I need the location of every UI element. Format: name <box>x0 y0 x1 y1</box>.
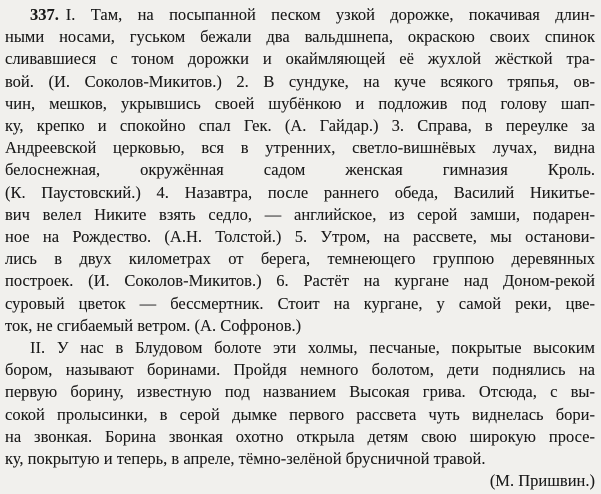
text-line: вой. (И. Соколов-Микитов.) 2. В сундуке, на куче всякого тряпья, ов- <box>5 71 595 91</box>
text-line: сливавшиеся с тоном дорожки и окаймляющей её жухлой жёсткой тра- <box>5 49 595 69</box>
exercise-part-1 <box>5 4 595 337</box>
text-line: вич велел Никите взять седло, — английское, из серой замши, подарен- <box>5 204 595 224</box>
text-line: чин, мешков, укрывшись своей шубёнкою и подложив под голову шап- <box>5 93 595 113</box>
exercise-number: 337. <box>30 5 59 24</box>
exercise-part-2 <box>5 337 595 492</box>
text-line: ное на Рождество. (А.Н. Толстой.) 5. Утром, на рассвете, мы останови- <box>5 227 595 247</box>
text-line: суровый цветок — бессмертник. Стоит на кургане, у самой реки, цве- <box>5 293 595 313</box>
text-line: (К. Паустовский.) 4. Назавтра, после раннего обеда, Василий Никитье- <box>5 182 595 202</box>
text-line: построек. (И. Соколов-Микитов.) 6. Растёт на кургане над Доном-рекой <box>5 271 595 291</box>
text-line: ными носами, гуськом бежали два вальдшнепа, окраскою своих спинок <box>5 27 595 47</box>
text-line: Андреевской церковью, вся в утренних, светло-вишнёвых лучах, видна <box>5 138 595 158</box>
text-line: ток, не сгибаемый ветром. (А. Софронов.) <box>5 315 302 335</box>
text-line: белоснежная, окружённая садом женская гимназия Кроль. <box>5 160 595 180</box>
text-line: II. У нас в Блудовом болоте эти холмы, песчаные, покрытые высоким <box>30 338 595 358</box>
text-line: ку, покрытую и теперь, в апреле, тёмно-зелёной брусничной травой. <box>5 449 486 469</box>
text-line-content: I. Там, на посыпанной песком узкой дорожке, покачивая длин- <box>65 5 595 24</box>
text-line <box>5 4 595 26</box>
text-line: сокой пролысинки, в серой дымке первого рассвета чуть виднелась бори- <box>5 404 595 424</box>
text-line: бором, называют боринами. Пройдя немного болотом, дети поднялись на <box>5 360 595 380</box>
text-line: ку, крепко и спокойно спал Гек. (А. Гайдар.) 3. Справа, в переулке за <box>5 116 595 136</box>
text-line: на звонкая. Борина звонкая охотно открыла детям свою широкую просе- <box>5 426 595 446</box>
text-line: первую борину, известную под названием Высокая грива. Отсюда, с вы- <box>5 382 595 402</box>
text-line: лись в двух километрах от берега, темнеющего группою деревянных <box>5 249 595 269</box>
author-attribution: (М. Пришвин.) <box>489 471 595 491</box>
